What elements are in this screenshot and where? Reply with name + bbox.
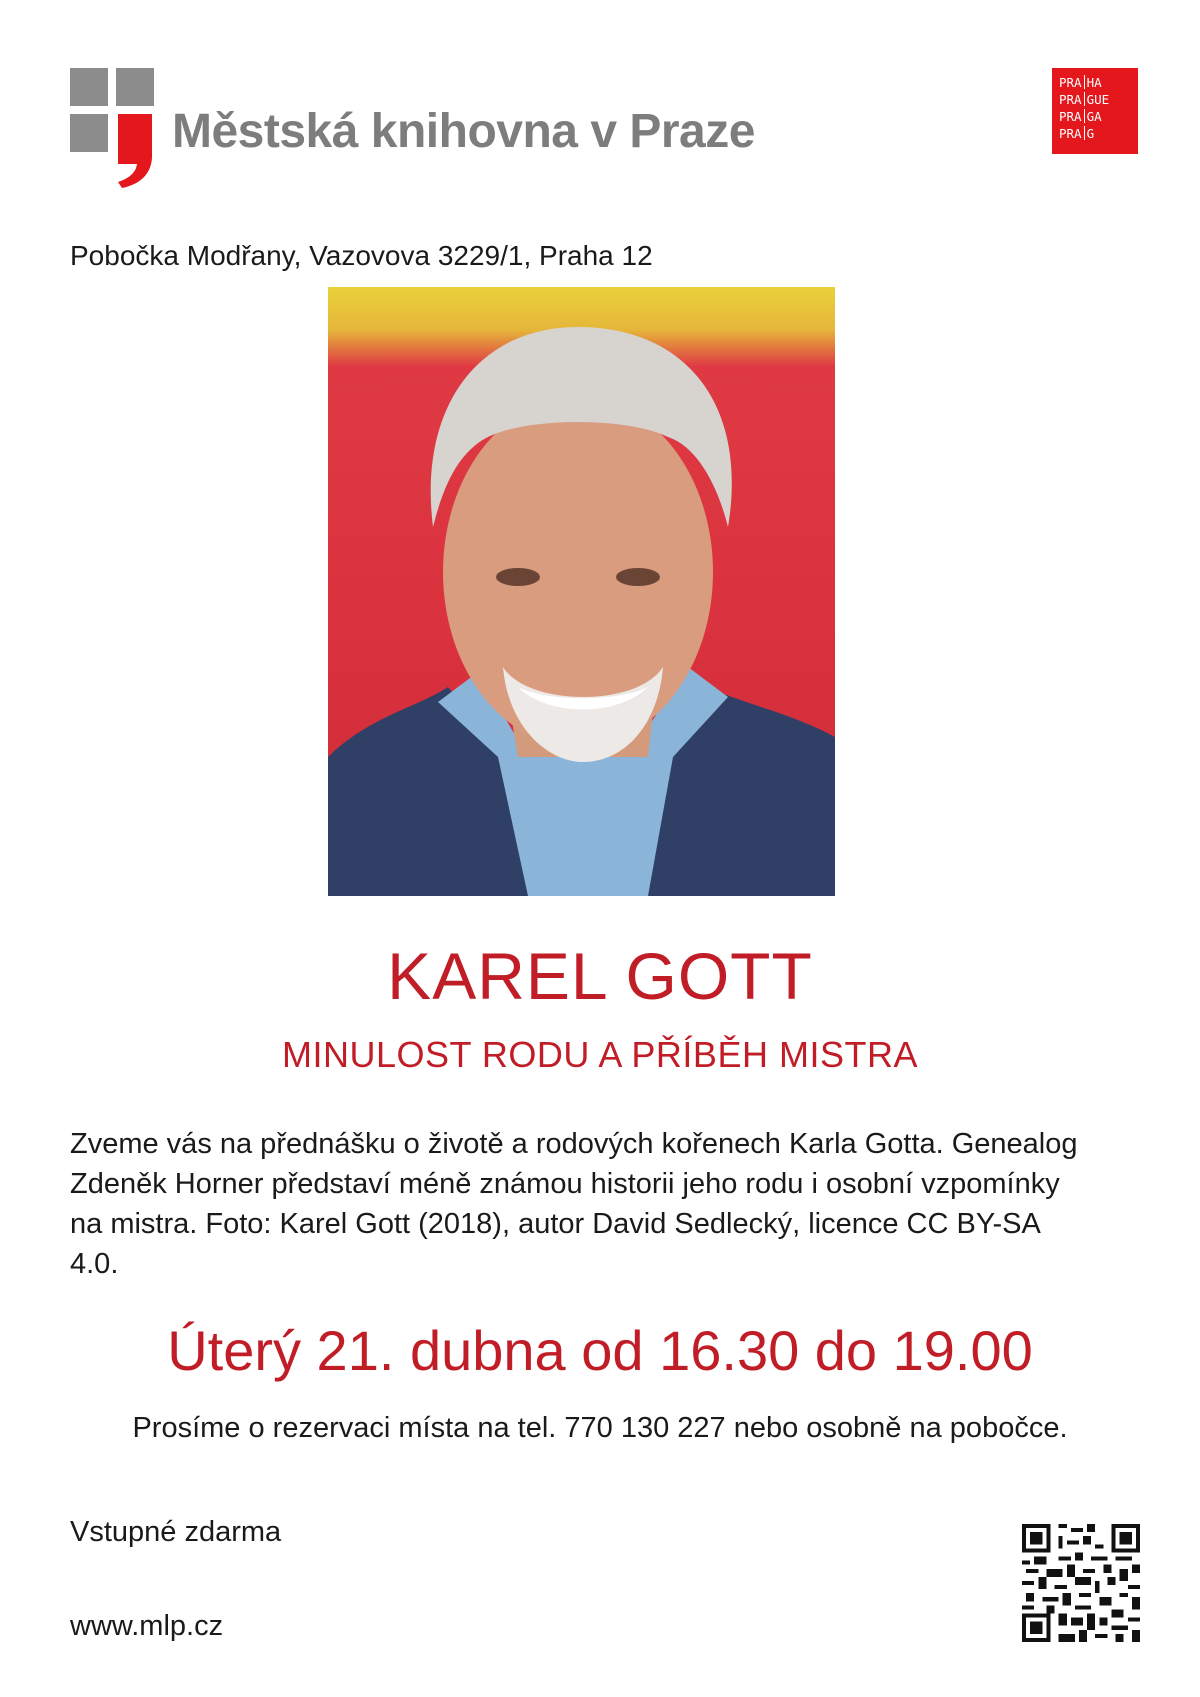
event-description: Zveme vás na přednášku o životě a rodových kořenech Karla Gotta. Genealog Zdeněk Horner představí méně známou historii jeho rodu i osobní vzpomínky na mistra. Foto: Karel Gott (2018), autor David Sedlecký, licence CC BY-SA 4.0. — [70, 1128, 1078, 1280]
branch-address: Pobočka Modřany, Vazovova 3229/1, Praha 12 — [70, 240, 653, 271]
portrait-photo — [328, 287, 835, 896]
website-url: www.mlp.cz — [70, 1610, 224, 1642]
event-datetime: Úterý 21. dubna od 16.30 do 19.00 — [167, 1319, 1033, 1382]
event-title: KAREL GOTT — [387, 939, 813, 1013]
library-logo-mark — [70, 68, 156, 188]
library-name: Městská knihovna v Praze — [172, 105, 755, 158]
comma-icon — [110, 108, 158, 190]
reservation-note: Prosíme o rezervaci místa na tel. 770 130 227 nebo osobně na pobočce. — [132, 1412, 1068, 1444]
event-subtitle: MINULOST RODU A PŘÍBĚH MISTRA — [282, 1034, 918, 1075]
praha-logo: PRA HA PRA GUE PRA GA PRA G — [1052, 68, 1138, 154]
qr-code-icon — [1022, 1524, 1140, 1642]
entry-fee: Vstupné zdarma — [70, 1516, 282, 1548]
